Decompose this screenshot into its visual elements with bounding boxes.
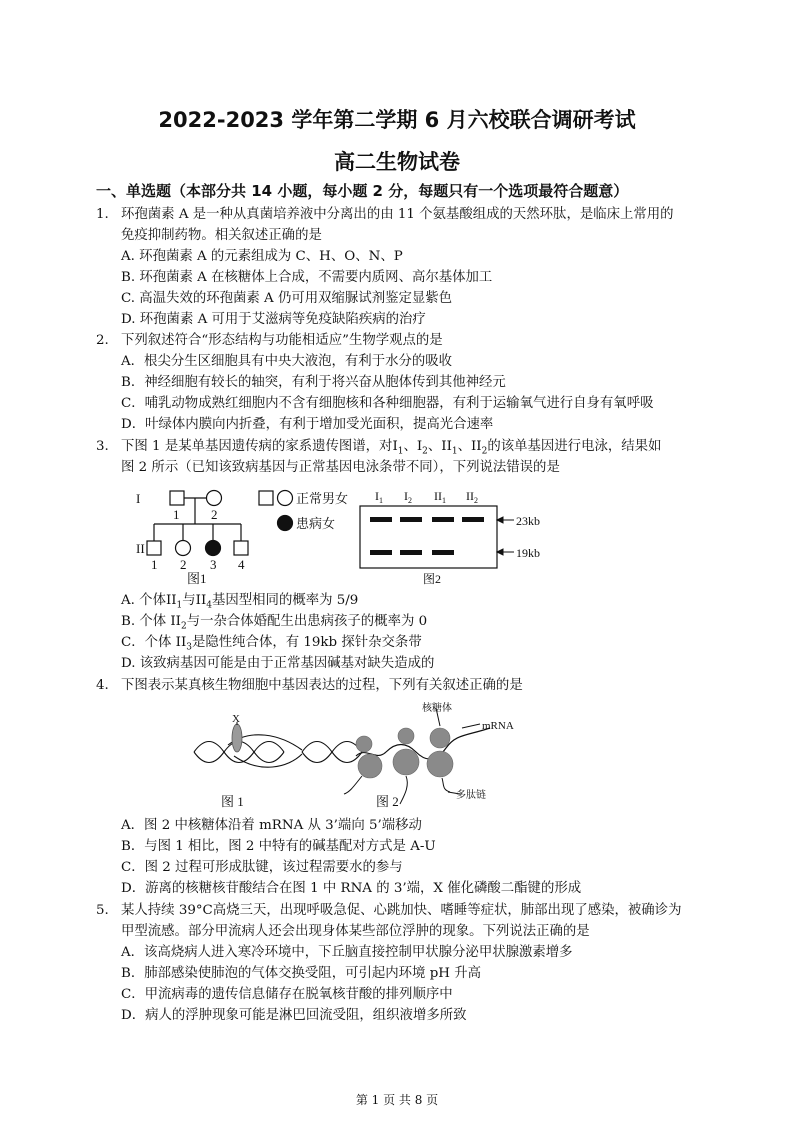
ribosome-small-subunit <box>356 736 372 752</box>
figure-caption: 图1 <box>187 571 207 586</box>
mrna-label: mRNA <box>482 720 514 732</box>
individual-number: 4 <box>238 557 245 572</box>
option-a: A．根尖分生区细胞具有中央大液泡，有利于水分的吸收 <box>121 354 453 369</box>
individual-number: 3 <box>210 557 217 572</box>
gel-band <box>400 550 422 555</box>
option-d: D. 环孢菌素 A 可用于艾滋病等免疫缺陷疾病的治疗 <box>121 312 426 327</box>
pedigree-female-ii2 <box>176 541 191 556</box>
legend-affected-icon <box>278 516 293 531</box>
section-heading: 一、单选题（本部分共 14 小题，每小题 2 分，每题只有一个选项最符合题意） <box>96 182 629 200</box>
option-b: B．肺部感染使肺泡的气体交换受阻，可引起内环境 pH 升高 <box>121 966 481 981</box>
polypeptide-label: 多肽链 <box>456 790 486 801</box>
ribosome-large-subunit <box>393 749 419 775</box>
lane-label: $II_1$ <box>434 489 446 505</box>
option-b: B. 环孢菌素 A 在核糖体上合成，不需要内质网、高尔基体加工 <box>121 270 493 285</box>
question-stem: 甲型流感。部分甲流病人还会出现身体某些部位浮肿的现象。下列说法正确的是 <box>121 924 590 939</box>
option-d: D. 该致病基因可能是由于正常基因碱基对缺失造成的 <box>121 656 435 671</box>
figure-caption: 图2 <box>423 572 442 586</box>
arrow-head <box>497 517 503 523</box>
option-b: B. 个体 $II_2$与一杂合体婚配生出患病孩子的概率为 0 <box>121 614 428 632</box>
gel-band <box>370 517 392 522</box>
lane-label: $I_2$ <box>404 489 412 505</box>
question-stem: 环孢菌素 A 是一种从真菌培养液中分离出的由 11 个氨基酸组成的天然环肽，是临床上常用的 <box>121 207 674 222</box>
lane-label: $II_2$ <box>466 489 478 505</box>
gel-band <box>432 517 454 522</box>
option-c: C．哺乳动物成熟红细胞内不含有细胞核和各种细胞器，有利于运输氧气进行自身有氧呼吸 <box>121 396 654 411</box>
question-number: 4. <box>96 678 109 693</box>
question-number: 5. <box>96 903 109 918</box>
option-d: D．病人的浮肿现象可能是淋巴回流受阻，组织液增多所致 <box>121 1008 467 1023</box>
individual-number: 2 <box>180 557 187 572</box>
question-stem: 图 2 所示（已知该致病基因与正常基因电泳条带不同），下列说法错误的是 <box>121 460 560 475</box>
dna-helix <box>194 735 362 767</box>
band-size-label: 23kb <box>516 514 540 528</box>
option-d: D．叶绿体内膜向内折叠，有利于增加受光面积，提高光合速率 <box>121 417 494 432</box>
pedigree-male-ii1 <box>147 541 161 555</box>
ribosome-small-subunit <box>398 728 414 744</box>
option-a: A. 环孢菌素 A 的元素组成为 C、H、O、N、P <box>121 249 403 264</box>
lane-label: $I_1$ <box>375 489 383 505</box>
pedigree-female-i2 <box>207 491 222 506</box>
question-number: 1. <box>96 207 109 222</box>
gel-band <box>432 550 454 555</box>
legend-female-icon <box>278 491 293 506</box>
question-stem: 下图表示某真核生物细胞中基因表达的过程，下列有关叙述正确的是 <box>121 678 523 693</box>
question-stem: 下图 1 是某单基因遗传病的家系遗传图谱，对$I_1$、$I_2$、$II_1$、$II_2$的该单基因进行电泳，结果如 <box>121 439 662 457</box>
ribosome-large-subunit <box>358 754 382 778</box>
enzyme-x-label: X <box>232 713 240 725</box>
mrna-strand <box>356 728 490 759</box>
legend-affected-label: 患病女 <box>296 516 336 531</box>
gel-band <box>400 517 422 522</box>
legend-normal-label: 正常男女 <box>296 491 349 506</box>
generation-label-ii: II <box>136 541 145 556</box>
option-b: B．神经细胞有较长的轴突，有利于将兴奋从胞体传到其他神经元 <box>121 375 506 390</box>
gel-frame <box>360 506 497 568</box>
band-size-label: 19kb <box>516 546 540 560</box>
pedigree-affected-female-ii3 <box>206 541 221 556</box>
option-d: D．游离的核糖核苷酸结合在图 1 中 RNA 的 3’端，X 催化磷酸二酯键的形成 <box>121 881 582 896</box>
question-stem: 免疫抑制药物。相关叙述正确的是 <box>121 228 322 243</box>
gel-band <box>462 517 484 522</box>
exam-title: 2022-2023 学年第二学期 6 月六校联合调研考试 <box>158 108 636 132</box>
question-number: 2. <box>96 333 109 348</box>
ribosome-small-subunit <box>430 728 450 748</box>
individual-number: 2 <box>211 507 218 522</box>
pedigree-male-ii4 <box>234 541 248 555</box>
option-c: C．个体 $II_3$是隐性纯合体，有 19kb 探针杂交条带 <box>121 635 422 653</box>
exam-subtitle: 高二生物试卷 <box>334 150 460 174</box>
option-a: A. 个体$II_1$与$II_4$基因型相同的概率为 5/9 <box>121 593 359 611</box>
individual-number: 1 <box>151 557 158 572</box>
gel-band <box>370 550 392 555</box>
page-footer: 第 1 页 共 8 页 <box>355 1093 439 1107</box>
arrow-head <box>497 549 503 555</box>
figure-caption: 图 1 <box>221 794 244 809</box>
electrophoresis-figure <box>356 486 556 586</box>
option-c: C．图 2 过程可形成肽键，该过程需要水的参与 <box>121 860 403 875</box>
option-c: C. 高温失效的环孢菌素 A 仍可用双缩脲试剂鉴定显紫色 <box>121 291 453 306</box>
option-a: A．图 2 中核糖体沿着 mRNA 从 3’端向 5’端移动 <box>121 818 422 833</box>
question-stem: 下列叙述符合“形态结构与功能相适应”生物学观点的是 <box>121 333 443 348</box>
option-a: A．该高烧病人进入寒冷环境中，下丘脑直接控制甲状腺分泌甲状腺激素增多 <box>121 945 573 960</box>
question-stem: 某人持续 39°C高烧三天，出现呼吸急促、心跳加快、嗜睡等症状，肺部出现了感染，被确诊为 <box>121 903 682 918</box>
question-number: 3. <box>96 439 109 454</box>
pedigree-male-i1 <box>170 491 184 505</box>
legend-male-icon <box>259 491 273 505</box>
option-c: C．甲流病毒的遗传信息储存在脱氧核苷酸的排列顺序中 <box>121 987 453 1002</box>
ribosomes <box>356 728 453 778</box>
ribosome-label: 核糖体 <box>422 703 452 714</box>
individual-number: 1 <box>173 507 180 522</box>
enzyme-x <box>232 724 242 752</box>
gene-expression-figure <box>190 698 560 810</box>
ribosome-large-subunit <box>427 751 453 777</box>
pedigree-figure <box>130 486 360 586</box>
figure-caption: 图 2 <box>376 794 399 809</box>
generation-label-i: I <box>136 491 141 506</box>
option-b: B．与图 1 相比，图 2 中特有的碱基配对方式是 A-U <box>121 839 436 854</box>
